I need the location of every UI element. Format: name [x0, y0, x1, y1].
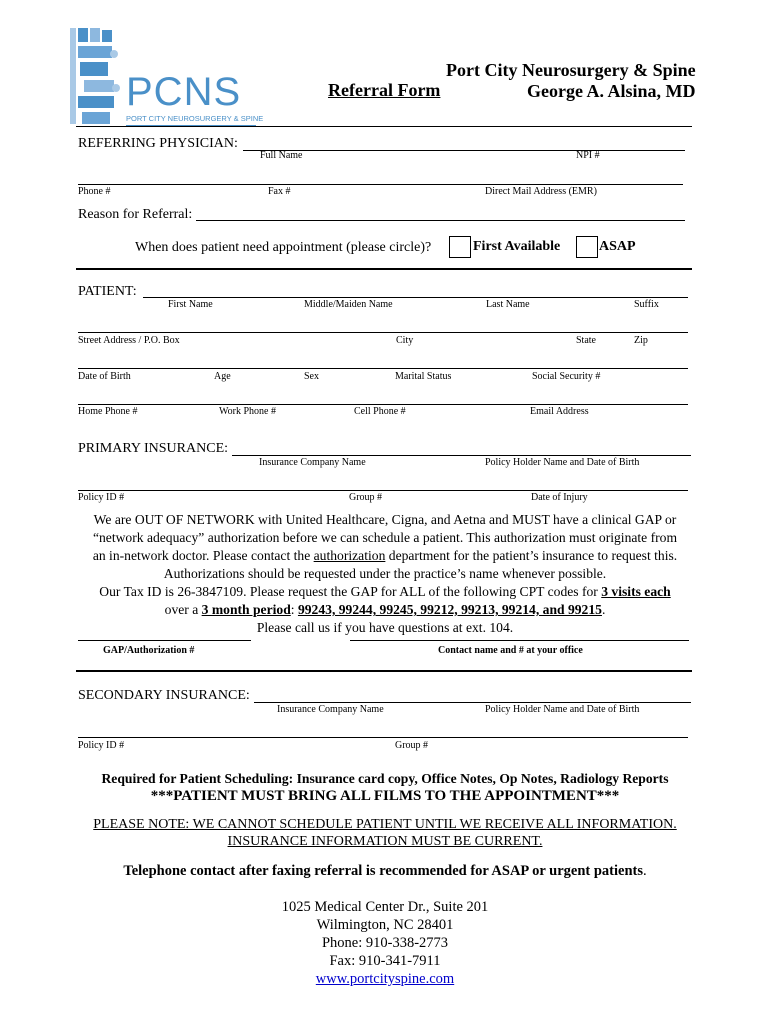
caption-work-phone: Work Phone # [219, 406, 276, 417]
logo-abbr: PCNS [126, 70, 242, 114]
primary-insurance-label: PRIMARY INSURANCE: [78, 441, 229, 456]
contact-line[interactable] [350, 640, 689, 641]
primary-insurance-line[interactable] [232, 455, 691, 456]
caption-secondary-company: Insurance Company Name [277, 704, 384, 715]
caption-zip: Zip [634, 335, 648, 346]
appointment-question: When does patient need appointment (please circle)? [135, 240, 432, 255]
contact-caption: Contact name and # at your office [438, 645, 583, 656]
caption-middle-name: Middle/Maiden Name [304, 299, 393, 310]
caption-ssn: Social Security # [532, 371, 601, 382]
logo [70, 26, 264, 126]
secondary-insurance-label: SECONDARY INSURANCE: [78, 688, 250, 703]
patient-label: PATIENT: [78, 284, 137, 299]
patient-phones-line[interactable] [78, 404, 688, 405]
network-notice [60, 511, 710, 637]
reason-line[interactable] [196, 220, 685, 221]
caption-secondary-policy: Policy ID # [78, 740, 125, 751]
caption-direct-mail: Direct Mail Address (EMR) [485, 186, 597, 197]
caption-cell-phone: Cell Phone # [354, 406, 406, 417]
primary-policy-line[interactable] [78, 490, 688, 491]
gap-auth-caption: GAP/Authorization # [103, 645, 195, 656]
form-title: Referral Form [328, 80, 441, 100]
practice-name: Port City Neurosurgery & Spine [446, 60, 696, 80]
logo-mark-icon [70, 26, 122, 126]
notice-line-1: We are OUT OF NETWORK with United Healthcare, Cigna, and Aetna and MUST have a clinical GAP or [93, 512, 677, 527]
caption-home-phone: Home Phone # [78, 406, 138, 417]
office-phone: Phone: 910-338-2773 [321, 935, 449, 951]
secondary-policy-line[interactable] [78, 737, 688, 738]
notice-line-4: Authorizations should be requested under the practice’s name whenever possible. [163, 566, 607, 581]
referring-physician-label: REFERRING PHYSICIAN: [78, 136, 238, 151]
asap-checkbox[interactable] [576, 236, 598, 258]
notice-line-3: an in-network doctor. Please contact the authorization department for the patient’s insurance to request this. [92, 548, 678, 563]
caption-last-name: Last Name [486, 299, 530, 310]
first-available-label: First Available [473, 239, 561, 254]
reason-label: Reason for Referral: [78, 207, 193, 222]
patient-name-line[interactable] [143, 297, 688, 298]
doctor-name: George A. Alsina, MD [527, 81, 696, 101]
address-line-1: 1025 Medical Center Dr., Suite 201 [281, 899, 489, 915]
address-block [185, 898, 585, 988]
caption-dob: Date of Birth [78, 371, 131, 382]
telephone-recommendation: Telephone contact after faxing referral is recommended for ASAP or urgent patients. [123, 863, 647, 879]
caption-sex: Sex [304, 371, 319, 382]
caption-primary-holder: Policy Holder Name and Date of Birth [485, 457, 640, 468]
caption-secondary-holder: Policy Holder Name and Date of Birth [485, 704, 640, 715]
secondary-insurance-line[interactable] [254, 702, 691, 703]
required-docs: Required for Patient Scheduling: Insurance card copy, Office Notes, Op Notes, Radiology Reports [101, 771, 669, 786]
please-note-1: PLEASE NOTE: WE CANNOT SCHEDULE PATIENT UNTIL WE RECEIVE ALL INFORMATION. [93, 817, 677, 832]
caption-npi: NPI # [576, 150, 600, 161]
notice-line-5: Our Tax ID is 26-3847109. Please request the GAP for ALL of the following CPT codes for 3 visits each [99, 584, 671, 599]
referring-physician-name-line[interactable] [243, 150, 685, 151]
referring-contact-line[interactable] [78, 184, 683, 185]
notice-line-2: “network adequacy” authorization before we can schedule a patient. This authorization must originate from [92, 530, 678, 545]
caption-phone: Phone # [78, 186, 111, 197]
caption-primary-injury: Date of Injury [531, 492, 588, 503]
caption-suffix: Suffix [634, 299, 659, 310]
visits-text: 3 visits each [601, 584, 671, 599]
cpt-codes-text: 99243, 99244, 99245, 99212, 99213, 99214, and 99215 [297, 602, 602, 617]
office-fax: Fax: 910-341-7911 [329, 953, 441, 969]
notice-line-6: over a 3 month period: 99243, 99244, 99245, 99212, 99213, 99214, and 99215. [164, 602, 606, 617]
gap-auth-line[interactable] [78, 640, 251, 641]
address-line-2: Wilmington, NC 28401 [316, 917, 454, 933]
caption-first-name: First Name [168, 299, 213, 310]
caption-city: City [396, 335, 414, 346]
caption-secondary-group: Group # [395, 740, 429, 751]
logo-tagline: PORT CITY NEUROSURGERY & SPINE [126, 114, 264, 123]
patient-demographics-line[interactable] [78, 368, 688, 369]
patient-address-line[interactable] [78, 332, 688, 333]
caption-primary-company: Insurance Company Name [259, 457, 366, 468]
caption-fax: Fax # [268, 186, 291, 197]
caption-marital: Marital Status [395, 371, 452, 382]
asap-label: ASAP [599, 239, 636, 254]
caption-primary-group: Group # [349, 492, 383, 503]
caption-state: State [576, 335, 596, 346]
films-notice: ***PATIENT MUST BRING ALL FILMS TO THE APPOINTMENT*** [150, 788, 620, 804]
caption-email: Email Address [530, 406, 589, 417]
caption-age: Age [214, 371, 231, 382]
website-link[interactable]: www.portcityspine.com [315, 971, 455, 987]
notice-line-7: Please call us if you have questions at ext. 104. [256, 620, 514, 635]
please-note-2: INSURANCE INFORMATION MUST BE CURRENT. [227, 834, 543, 849]
authorization-text: authorization [313, 548, 386, 563]
first-available-checkbox[interactable] [449, 236, 471, 258]
period-text: 3 month period [201, 602, 291, 617]
caption-primary-policy: Policy ID # [78, 492, 125, 503]
caption-full-name: Full Name [260, 150, 303, 161]
caption-street: Street Address / P.O. Box [78, 335, 180, 346]
